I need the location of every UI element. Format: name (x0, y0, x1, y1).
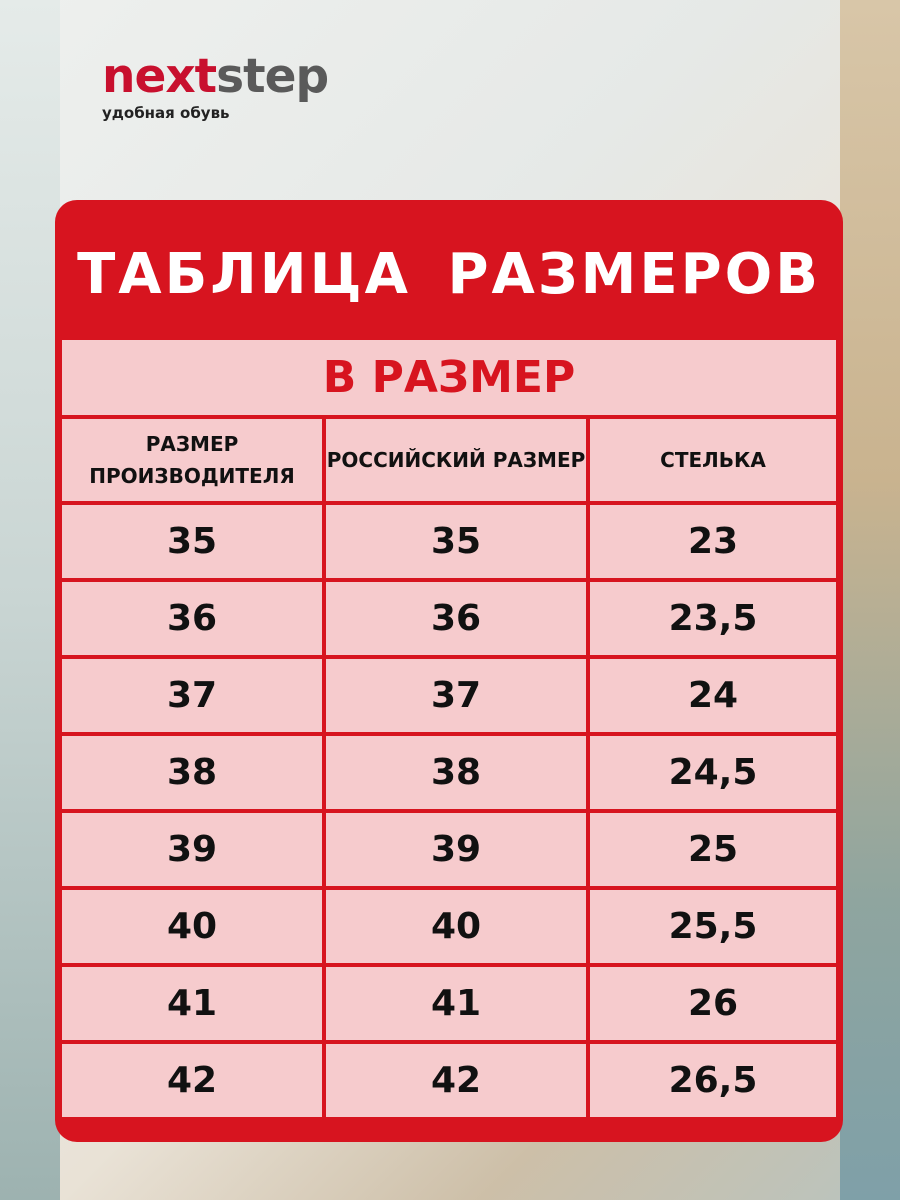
page-title: ТАБЛИЦА РАЗМЕРОВ (77, 242, 821, 307)
table-row (60, 1042, 838, 1119)
size-table (58, 336, 840, 1121)
table-cell: 26,5 (588, 1042, 838, 1119)
table-cell: 23,5 (588, 580, 838, 657)
table-cell: 38 (60, 734, 324, 811)
table-cell: 42 (60, 1042, 324, 1119)
table-cell: 24,5 (588, 734, 838, 811)
table-cell: 36 (324, 580, 588, 657)
table-cell: 40 (60, 888, 324, 965)
table-cell: 40 (324, 888, 588, 965)
table-row (60, 811, 838, 888)
logo-tagline: удобная обувь (102, 104, 230, 122)
table-cell: 35 (324, 503, 588, 580)
table-cell: 37 (324, 657, 588, 734)
table-cell: 26 (588, 965, 838, 1042)
table-cell: 37 (60, 657, 324, 734)
table-cell: 42 (324, 1042, 588, 1119)
table-row (60, 734, 838, 811)
table-row (60, 503, 838, 580)
background-photo-right (840, 0, 900, 1200)
column-header: РАЗМЕР ПРОИЗВОДИТЕЛЯ (60, 417, 324, 502)
table-cell: 41 (60, 965, 324, 1042)
table-cell: 23 (588, 503, 838, 580)
brand-logo (102, 49, 329, 122)
table-cell: 39 (60, 811, 324, 888)
size-chart-panel (55, 200, 843, 1142)
table-cell: 39 (324, 811, 588, 888)
table-cell: 38 (324, 734, 588, 811)
column-header: СТЕЛЬКА (588, 417, 838, 502)
table-row (60, 888, 838, 965)
logo-next: next (102, 49, 217, 104)
table-cell: 36 (60, 580, 324, 657)
column-header: РОССИЙСКИЙ РАЗМЕР (324, 417, 588, 502)
table-cell: 24 (588, 657, 838, 734)
fit-label: В РАЗМЕР (60, 338, 838, 417)
logo-step: step (216, 49, 329, 104)
table-cell: 25 (588, 811, 838, 888)
table-row (60, 657, 838, 734)
table-cell: 35 (60, 503, 324, 580)
table-row (60, 965, 838, 1042)
table-cell: 41 (324, 965, 588, 1042)
table-row (60, 580, 838, 657)
background-photo-left (0, 0, 60, 1200)
table-cell: 25,5 (588, 888, 838, 965)
